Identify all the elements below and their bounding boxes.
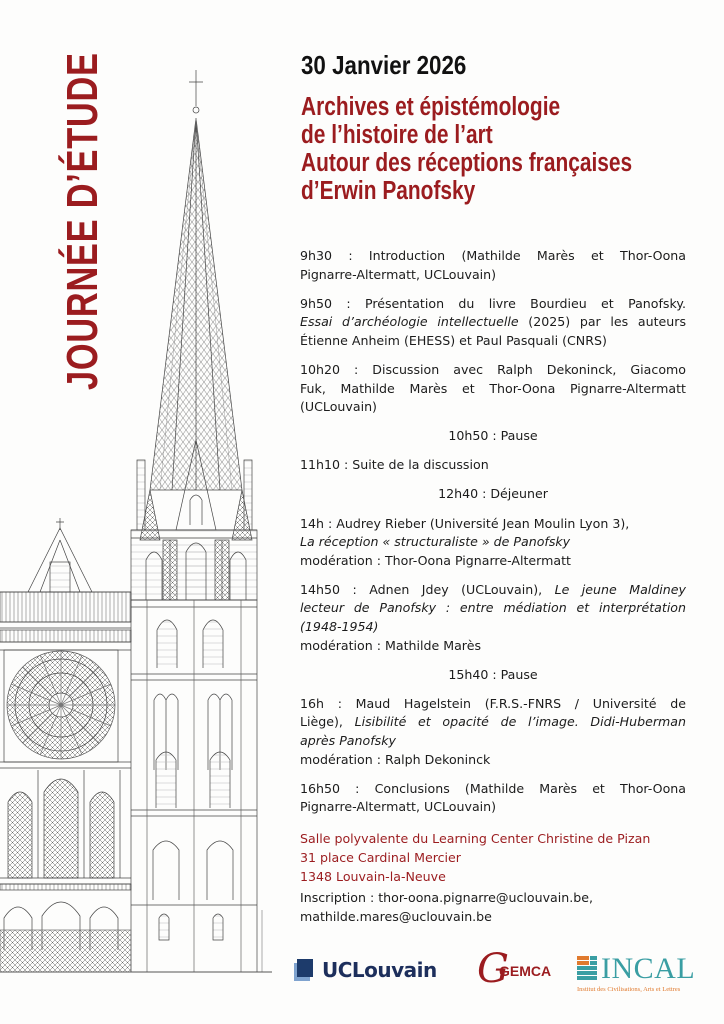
incal-subtitle: Institut des Civilisations, Arts et Lettres — [577, 986, 681, 993]
uclouvain-square-icon — [294, 959, 316, 981]
vertical-title: JOURNÉE D’ÉTUDE — [58, 52, 107, 391]
moderation: modération : Ralph Dekoninck — [300, 751, 491, 767]
program-text: 11h10 : Suite de la discussion — [300, 457, 489, 473]
program-break: 10h50 : Pause — [448, 428, 538, 444]
cathedral-drawing-icon — [0, 70, 272, 974]
program-item — [300, 456, 686, 475]
registration-line: Inscription : thor-oona.pignarre@uclouvain.be, — [300, 890, 593, 905]
program-item — [300, 361, 686, 417]
moderation: modération : Mathilde Marès — [300, 637, 482, 653]
uclouvain-logo — [294, 958, 437, 982]
talk-title: Le jeune Maldiney — [554, 581, 686, 597]
program-text: Fuk, Mathilde Marès et Thor-Oona Pignarre-Altermatt — [300, 380, 686, 396]
program-text: Étienne Anheim (EHESS) et Paul Pasquali (CNRS) — [300, 332, 607, 348]
registration-info — [300, 888, 700, 926]
program-item — [300, 295, 686, 351]
program-list — [300, 247, 686, 827]
talk-title: lecteur de Panofsky : entre médiation et interprétation — [300, 600, 686, 616]
registration-email: mathilde.mares@uclouvain.be — [300, 909, 492, 924]
talk-title: Lisibilité et opacité de l’image. Didi-Huberman — [354, 714, 686, 730]
program-item — [300, 515, 686, 571]
venue-line: 1348 Louvain-la-Neuve — [300, 869, 446, 884]
talk-title: (1948-1954) — [300, 619, 379, 634]
program-text: 10h20 : Discussion avec Ralph Dekoninck, Giacomo — [300, 361, 686, 377]
program-text: 9h50 : Présentation du livre Bourdieu et Panofsky. — [300, 295, 686, 311]
program-text: 16h50 : Conclusions (Mathilde Marès et Thor-Oona — [300, 780, 686, 796]
program-text: Pignarre-Altermatt, UCLouvain) — [300, 799, 497, 815]
program-item — [300, 247, 686, 284]
program-text: Pignarre-Altermatt, UCLouvain) — [300, 266, 497, 282]
gemca-logo — [477, 946, 567, 992]
book-title: Essai d’archéologie intellectuelle — [300, 314, 519, 330]
program-text: 9h30 : Introduction (Mathilde Marès et Thor-Oona — [300, 248, 686, 263]
venue-line: 31 place Cardinal Mercier — [300, 850, 461, 865]
gemca-wordmark: GEMCA — [499, 963, 552, 979]
incal-wordmark: INCAL — [601, 952, 696, 985]
program-item — [300, 695, 686, 769]
incal-logo — [577, 954, 697, 994]
title-line: d’Erwin Panofsky — [301, 177, 476, 205]
event-title — [301, 93, 686, 205]
moderation: modération : Thor-Oona Pignarre-Altermatt — [300, 552, 571, 568]
program-item — [300, 581, 686, 655]
uclouvain-wordmark: UCLouvain — [322, 958, 437, 982]
program-break: 15h40 : Pause — [448, 666, 538, 682]
program-text-line — [300, 313, 686, 332]
gemca-initial: G — [477, 946, 509, 992]
program-text: 14h50 : Adnen Jdey (UCLouvain), — [300, 581, 555, 597]
program-text-line — [300, 713, 686, 732]
program-text: (2025) par les auteurs — [518, 314, 687, 330]
incal-stripes-icon — [577, 956, 597, 982]
program-text: (UCLouvain) — [300, 399, 377, 415]
program-break: 12h40 : Déjeuner — [438, 486, 548, 502]
title-line: Autour des réceptions françaises — [301, 149, 633, 177]
venue-line: Salle polyvalente du Learning Center Christine de Pizan — [300, 831, 651, 846]
program-text: 14h : Audrey Rieber (Université Jean Moulin Lyon 3), — [300, 515, 630, 531]
partner-logos — [294, 946, 696, 996]
program-text: Liège), — [300, 714, 355, 730]
venue-address — [300, 829, 700, 886]
program-text: 16h : Maud Hagelstein (F.R.S.-FNRS / Université de — [300, 695, 686, 711]
program-text-line — [300, 581, 686, 600]
title-line: de l’histoire de l’art — [301, 121, 493, 149]
title-line: Archives et épistémologie — [301, 93, 561, 121]
talk-title: après Panofsky — [300, 732, 396, 748]
program-item — [300, 780, 686, 817]
talk-title: La réception « structuraliste » de Panofsky — [300, 534, 571, 550]
event-date: 30 Janvier 2026 — [301, 50, 467, 80]
